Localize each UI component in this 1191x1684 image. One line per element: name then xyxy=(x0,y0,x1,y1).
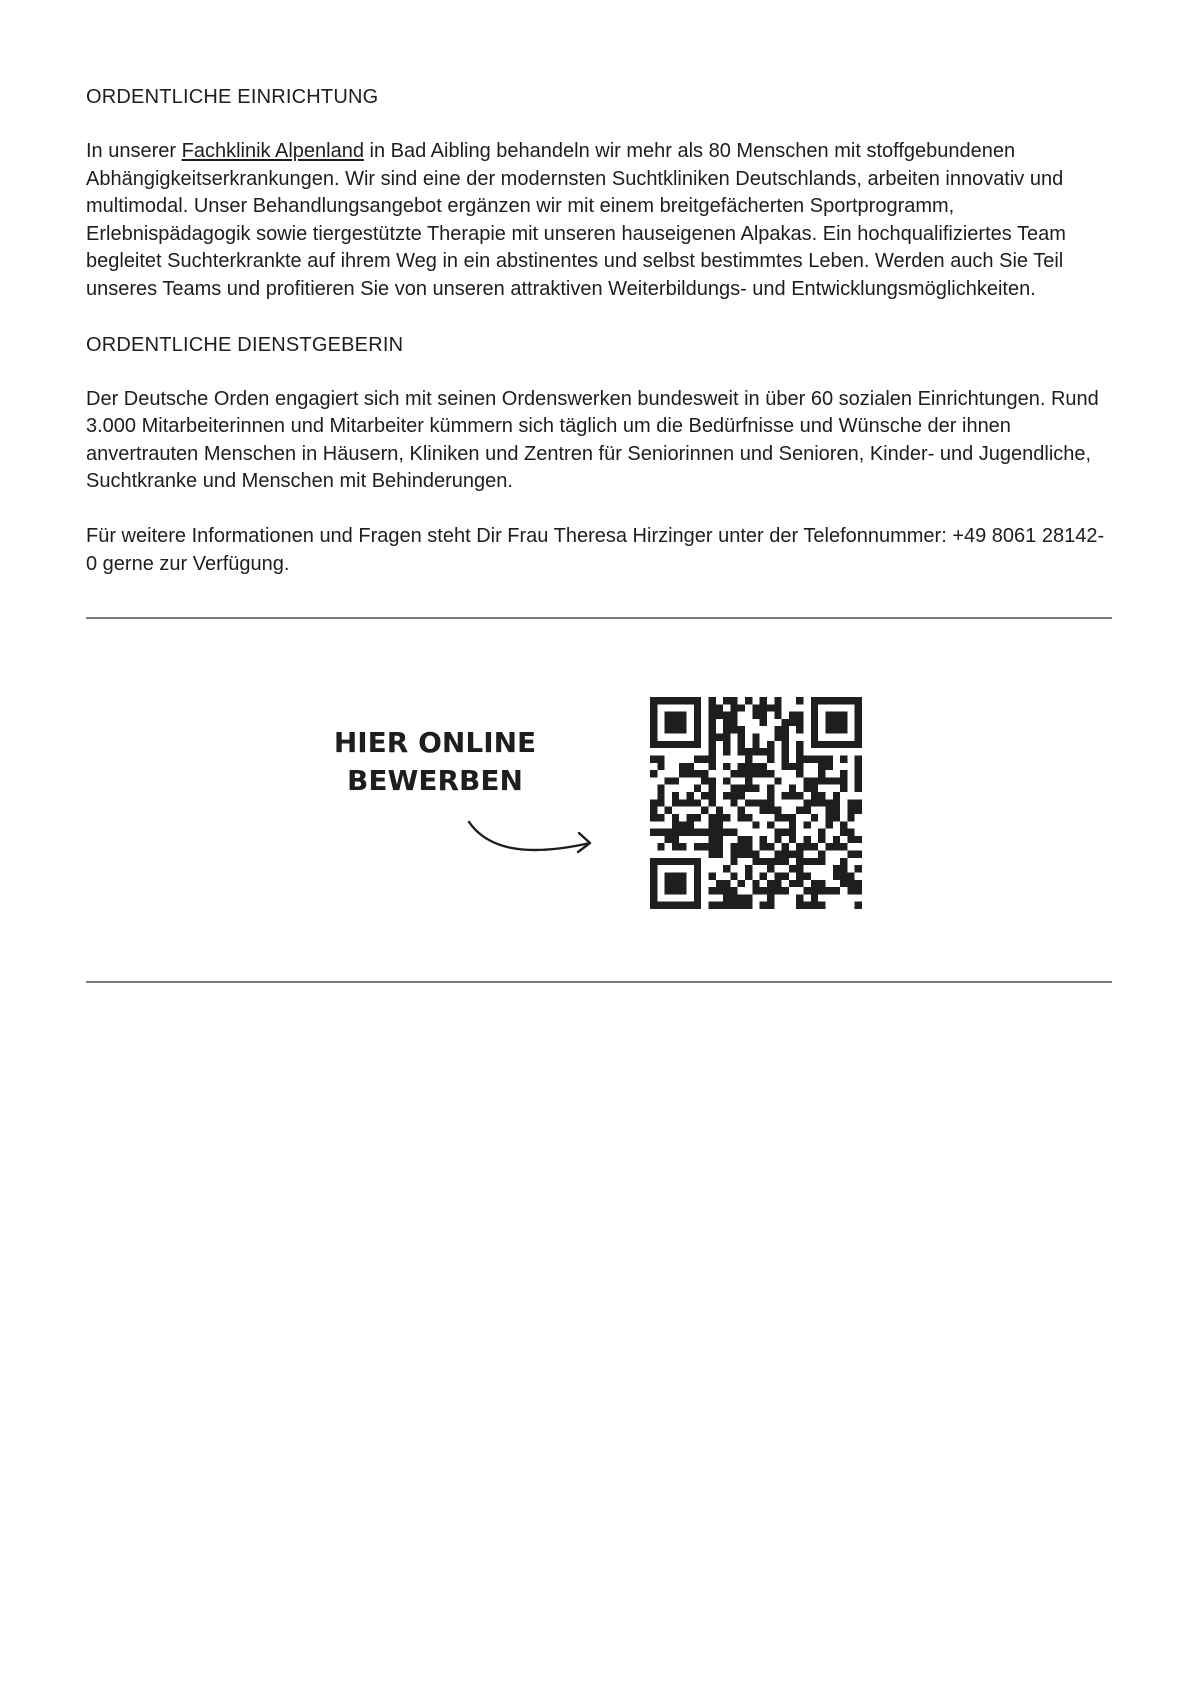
facility-intro-rest: in Bad Aibling behandeln wir mehr als 80 Menschen mit stoffgebundenen Abhängigkeitserkrankungen. Wir sind eine der modernsten Suchtkliniken Deutschlands, arbeiten innovativ und multimodal. Unser Behandlungsangebot ergänzen wir mit einem breitgefächerten Sportprogramm, Erlebnispädagogik sowie tiergestützte Therapie mit unseren hauseigenen Alpakas. Ein hochqualifiziertes Team begleitet Suchterkrankte auf ihrem Weg in ein abstinentes und selbst bestimmtes Leben. Werden auch Sie Teil unseres Teams und profitieren Sie von unseren attraktiven Weiterbildungs- und Entwicklungsmöglichkeiten. xyxy=(86,140,1066,300)
apply-line-1: HIER ONLINE xyxy=(333,726,537,759)
divider-top xyxy=(86,617,1112,619)
qr-code-icon[interactable] xyxy=(650,697,862,909)
employer-paragraph: Der Deutsche Orden engagiert sich mit seinen Ordenswerken bundesweit in über 60 sozialen Einrichtungen. Rund 3.000 Mitarbeiterinnen und Mitarbeiter kümmern sich täglich um die Bedürfnisse und Wünsche der ihnen anvertrauten Menschen in Häusern, Kliniken und Zentren für Seniorinnen und Senioren, Kinder- und Jugendliche, Suchtkranke und Menschen mit Behinderungen. xyxy=(86,387,1099,493)
contact-paragraph: Für weitere Informationen und Fragen steht Dir Frau Theresa Hirzinger unter der Telefonnummer: +49 8061 28142-0 gerne zur Verfügung. xyxy=(86,524,1105,575)
divider-bottom xyxy=(86,981,1112,983)
fachklinik-link[interactable]: Fachklinik Alpenland xyxy=(181,140,364,162)
apply-online-label xyxy=(330,724,540,800)
facility-intro-start: In unserer xyxy=(86,140,182,162)
facility-paragraph xyxy=(86,138,1112,304)
facility-heading: ORDENTLICHE EINRICHTUNG xyxy=(86,86,379,108)
document-body xyxy=(86,83,1112,605)
curved-arrow-right-icon xyxy=(463,818,597,860)
apply-line-2: BEWERBEN xyxy=(347,764,523,797)
employer-heading: ORDENTLICHE DIENSTGEBERIN xyxy=(86,333,404,356)
